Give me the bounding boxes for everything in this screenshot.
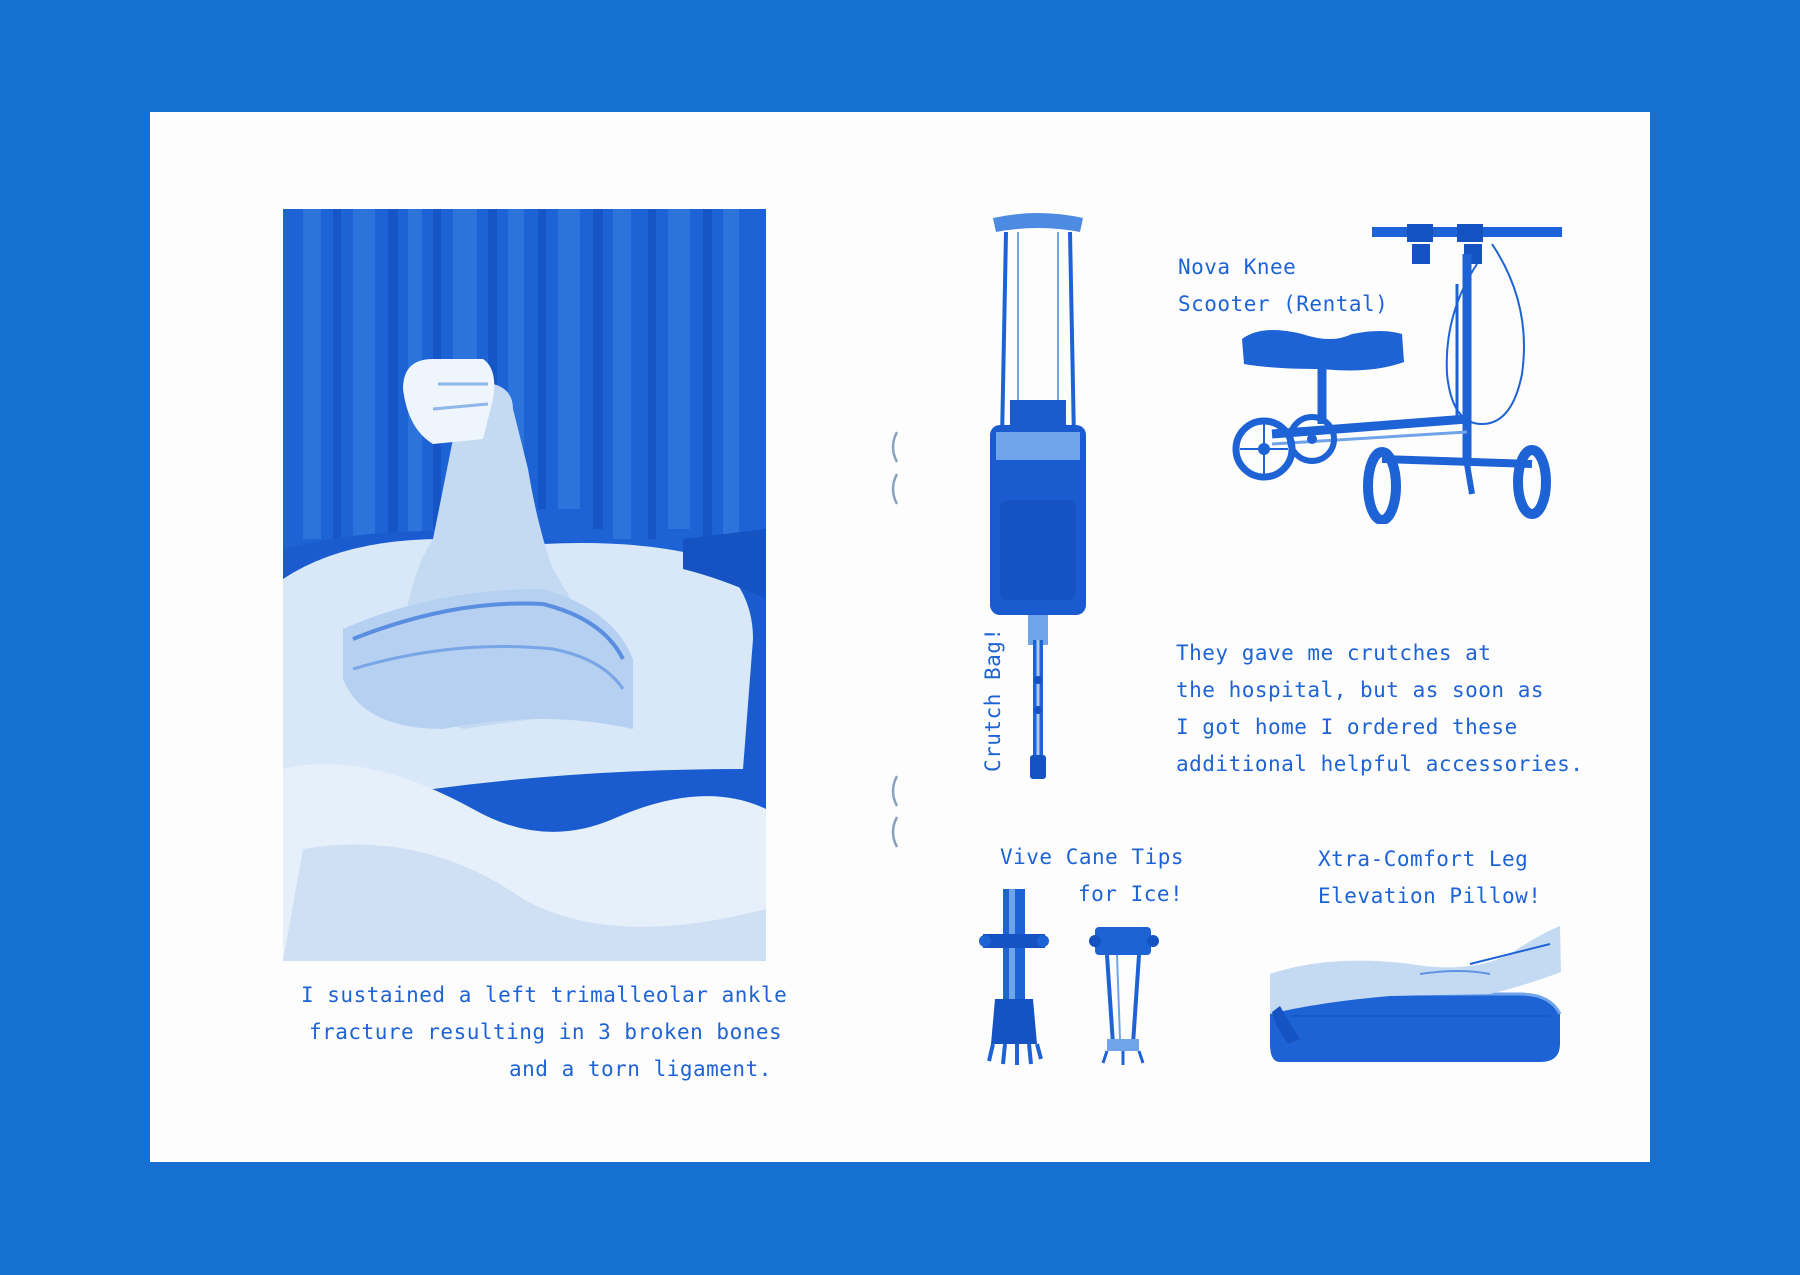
leg-cast-photo (283, 209, 766, 961)
body-text-line-3: I got home I ordered these (1176, 715, 1518, 739)
scooter-label-line-2: Scooter (Rental) (1178, 292, 1389, 316)
pillow-label-line-1: Xtra-Comfort Leg (1318, 847, 1529, 871)
zine-page-spread (150, 112, 1650, 1162)
leg-caption-line-2: fracture resulting in 3 broken bones (309, 1020, 783, 1044)
crutch-bag-label: Crutch Bag! (981, 627, 1005, 772)
cane-tips-illustration (975, 889, 1170, 1067)
leg-caption-line-1: I sustained a left trimalleolar ankle (301, 983, 788, 1007)
body-text-line-1: They gave me crutches at (1176, 641, 1492, 665)
staple-icon (887, 774, 901, 808)
staple-icon (887, 815, 901, 849)
scooter-label-line-1: Nova Knee (1178, 255, 1297, 279)
body-text-line-2: the hospital, but as soon as (1176, 678, 1545, 702)
cane-tips-label-line-1: Vive Cane Tips (1000, 845, 1185, 869)
cane-tips-label-line-2: for Ice! (1078, 882, 1184, 906)
leg-caption-line-3: and a torn ligament. (509, 1057, 772, 1081)
staple-icon (887, 430, 901, 464)
staple-icon (887, 472, 901, 506)
leg-pillow-illustration (1270, 924, 1561, 1064)
pillow-label-line-2: Elevation Pillow! (1318, 884, 1542, 908)
body-text-line-4: additional helpful accessories. (1176, 752, 1584, 776)
